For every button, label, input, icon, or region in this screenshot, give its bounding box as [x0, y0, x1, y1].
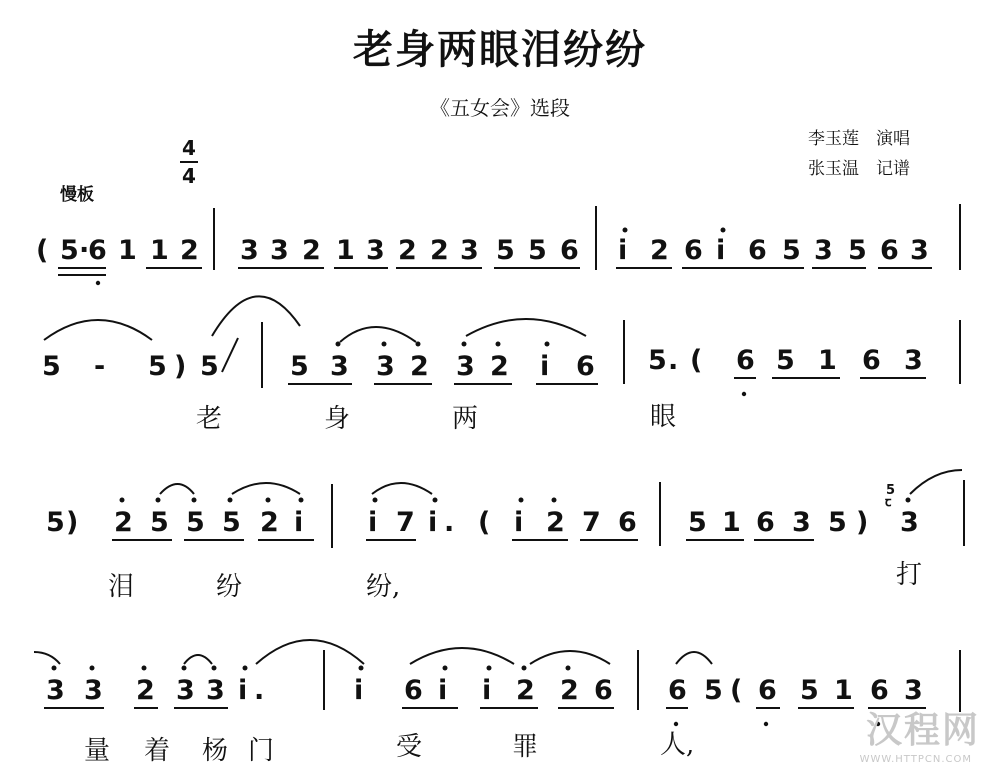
lyric: 老 — [196, 404, 223, 434]
transcriber-credit: 张玉温 记谱 — [808, 159, 910, 179]
lyric: 量 — [84, 736, 111, 766]
lyric: 受 — [396, 732, 423, 762]
lyric: 纷 — [216, 572, 243, 602]
lyric: 着 — [144, 736, 171, 766]
lyric: 杨 — [202, 736, 229, 766]
lyric: 两 — [452, 404, 479, 434]
time-signature-bottom: 4 — [182, 164, 196, 188]
site-watermark: 汉程网 — [865, 710, 980, 751]
lyric: 眼 — [650, 402, 677, 432]
lyric: 罪 — [512, 732, 539, 762]
song-subtitle: 《五女会》选段 — [430, 96, 570, 120]
tempo-marking: 慢板 — [60, 185, 94, 205]
singer-credit: 李玉莲 演唱 — [808, 129, 910, 149]
lyric: 身 — [324, 404, 351, 434]
lyric: 打 — [896, 560, 923, 590]
lyric: 人, — [660, 730, 695, 760]
lyric: 门 — [248, 736, 275, 766]
song-title: 老身两眼泪纷纷 — [353, 26, 647, 73]
lyric: 纷, — [366, 572, 401, 602]
time-signature-top: 4 — [182, 136, 196, 160]
lyric: 泪 — [108, 572, 135, 602]
site-watermark-url: WWW.HTTPCN.COM — [859, 754, 972, 765]
